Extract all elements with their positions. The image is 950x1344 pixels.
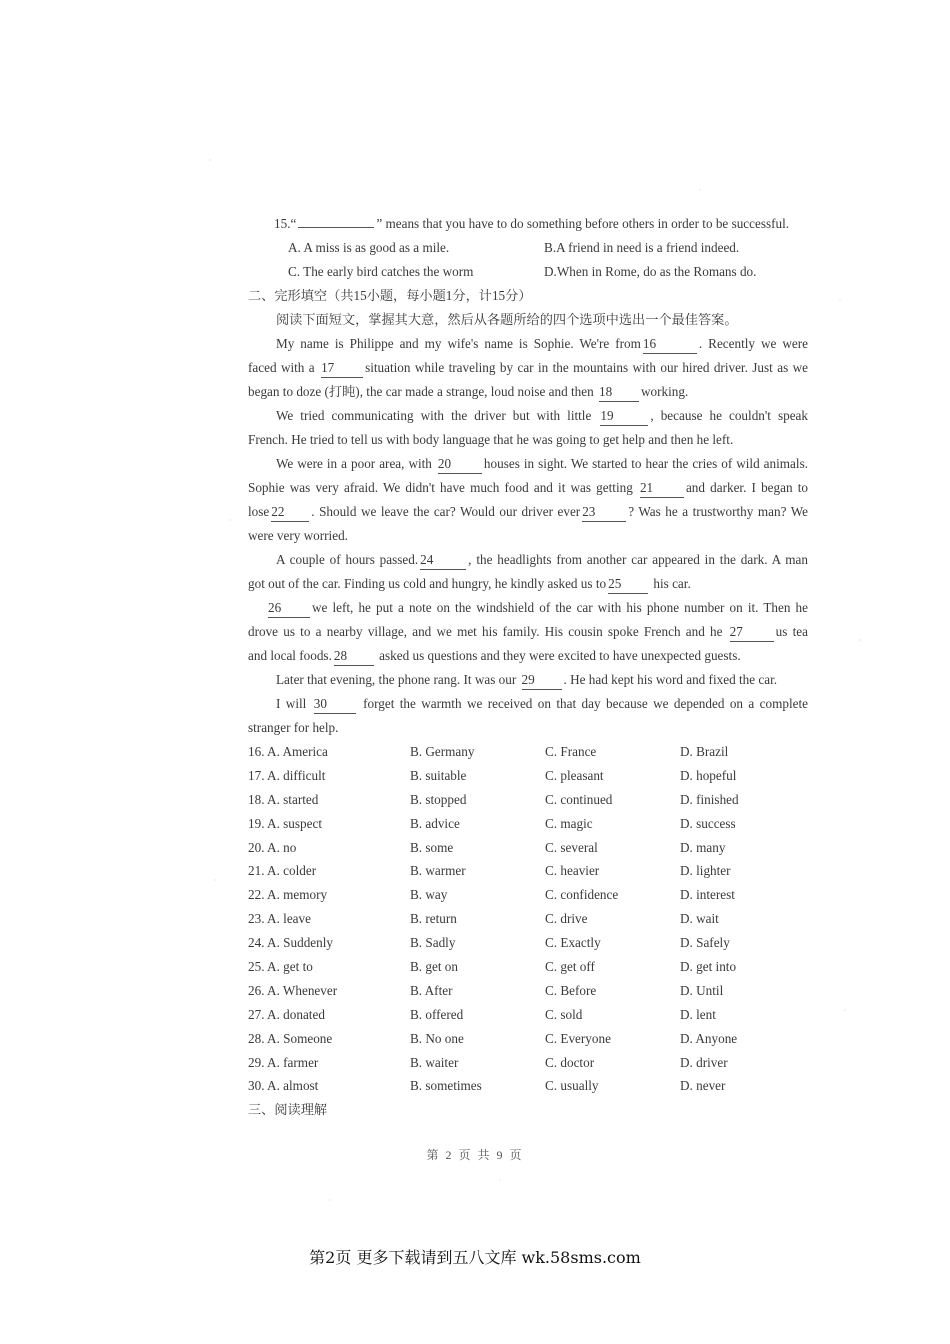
- option-row: 29. A. farmer B. waiter C. doctor D. driver: [248, 1054, 728, 1070]
- section3-title: 三、阅读理解: [248, 1102, 328, 1118]
- passage-paragraph-6: Later that evening, the phone rang. It was our 29 . He had kept his word and fixed the car.: [248, 668, 808, 692]
- cloze-options-table: [248, 740, 808, 1098]
- blank-30: 30: [314, 695, 356, 714]
- blank-24: 24: [420, 551, 466, 570]
- passage-paragraph-1: My name is Philippe and my wife's name is Sophie. We're from 16 . Recently we were faced with a 17 situation while traveling by car in the mountains with our hired driver. Just as we began to doze (打盹), the car made a strange, loud noise and then 18 working.: [248, 332, 808, 404]
- blank-21: 21: [640, 479, 684, 498]
- option-row: 23. A. leave B. return C. drive D. wait: [248, 911, 719, 927]
- option-row: 22. A. memory B. way C. confidence D. interest: [248, 887, 735, 903]
- page-number: 第 2 页 共 9 页: [426, 1148, 524, 1162]
- option-row: 28. A. Someone B. No one C. Everyone D. Anyone: [248, 1030, 738, 1046]
- option-row: 19. A. suspect B. advice C. magic D. success: [248, 815, 736, 831]
- option-row: 16. A. America B. Germany C. France D. Brazil: [248, 744, 729, 759]
- blank-19: 19: [600, 407, 648, 426]
- q15-option-c: C. The early bird catches the worm: [288, 264, 474, 279]
- blank-23: 23: [582, 503, 626, 522]
- q15-option-a: A. A miss is as good as a mile.: [288, 240, 450, 255]
- blank-20: 20: [438, 455, 482, 474]
- passage-paragraph-7: I will 30 forget the warmth we received on that day because we depended on a complete stranger for help.: [248, 696, 808, 735]
- exam-page-content: [248, 212, 808, 1122]
- option-row: 25. A. get to B. get on C. get off D. get into: [248, 959, 737, 975]
- blank-26: 26: [268, 599, 310, 618]
- blank-17: 17: [321, 359, 363, 378]
- download-note: 第2页 更多下载请到五八文库 wk.58sms.com: [309, 1248, 641, 1267]
- passage-paragraph-3: We were in a poor area, with 20 houses in sight. We started to hear the cries of wild animals. Sophie was very afraid. We didn't have much food and it was getting 21 and darker. I began to lose 22 . Should we leave the car? Would our driver ever 23 ? Was he a trustworthy man? We were very worried.: [248, 456, 808, 543]
- section2-title: 二、完形填空（共15小题，每小题1分，计15分）: [248, 288, 532, 303]
- blank-16: 16: [643, 335, 697, 354]
- passage-paragraph-2: We tried communicating with the driver but with little 19 , because he couldn't speak French. He tried to tell us with body language that he was going to get help and then he left.: [248, 408, 808, 447]
- option-row: 18. A. started B. stopped C. continued D. finished: [248, 791, 739, 807]
- option-row: 27. A. donated B. offered C. sold D. lent: [248, 1006, 716, 1022]
- option-row: 17. A. difficult B. suitable C. pleasant D. hopeful: [248, 767, 737, 783]
- blank-27: 27: [730, 623, 774, 642]
- passage-paragraph-5: 26 we left, he put a note on the windshield of the car with his phone number on it. Then he drove us to a nearby village, and we met his family. His cousin spoke French and he 27 us tea and local foods. 28 asked us questions and they were excited to have unexpected guests.: [248, 596, 808, 668]
- option-row: 30. A. almost B. sometimes C. usually D. never: [248, 1078, 726, 1094]
- q15-options-row-2: [248, 260, 808, 284]
- q15-stem: 15.“ ” means that you have to do something before others in order to be successful.: [274, 216, 790, 231]
- option-row: 20. A. no B. some C. several D. many: [248, 839, 726, 855]
- blank-22: 22: [271, 503, 309, 522]
- q15-blank: [298, 227, 374, 228]
- option-row: 21. A. colder B. warmer C. heavier D. lighter: [248, 863, 731, 879]
- q15-option-d: D.When in Rome, do as the Romans do.: [544, 264, 757, 279]
- passage-paragraph-4: A couple of hours passed. 24 , the headlights from another car appeared in the dark. A man got out of the car. Finding us cold and hungry, he kindly asked us to 25 his car.: [248, 548, 808, 596]
- option-row: 24. A. Suddenly B. Sadly C. Exactly D. Safely: [248, 935, 730, 951]
- q15-options-row-1: [248, 236, 808, 260]
- blank-28: 28: [334, 647, 374, 666]
- option-row: 26. A. Whenever B. After C. Before D. Until: [248, 982, 724, 998]
- blank-29: 29: [522, 671, 562, 690]
- blank-18: 18: [599, 383, 639, 402]
- section2-instruction: 阅读下面短文，掌握其大意，然后从各题所给的四个选项中选出一个最佳答案。: [276, 312, 738, 327]
- blank-25: 25: [608, 575, 648, 594]
- q15-option-b: B.A friend in need is a friend indeed.: [544, 240, 740, 255]
